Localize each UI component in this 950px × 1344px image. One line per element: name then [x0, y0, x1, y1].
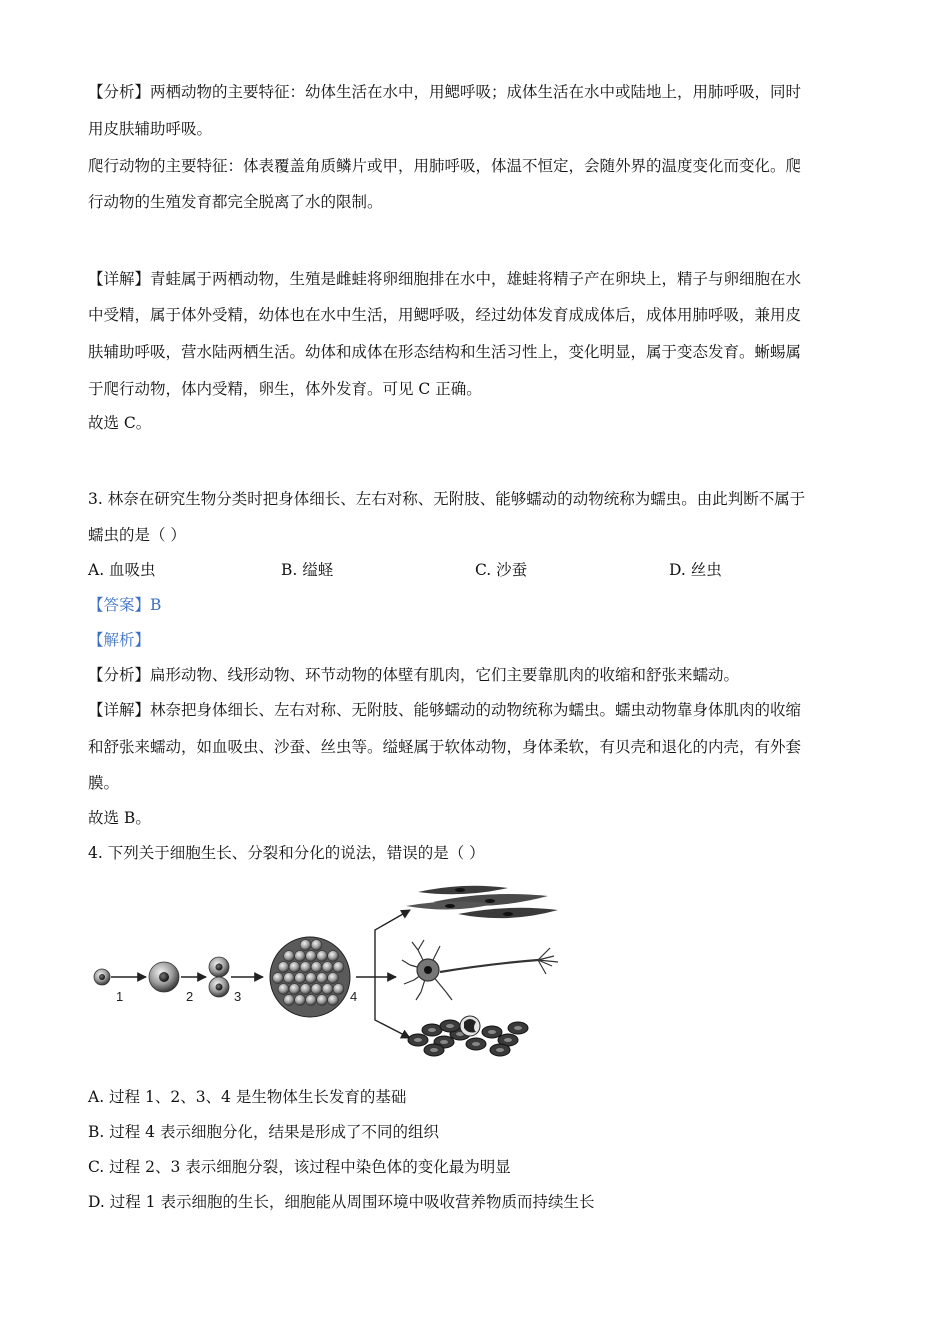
question4-option-b: B. 过程 4 表示细胞分化，结果是形成了不同的组织: [88, 1123, 439, 1141]
question4-option-a: A. 过程 1、2、3、4 是生物体生长发育的基础: [88, 1088, 407, 1106]
label-1: 1: [116, 989, 124, 1004]
question4-stem: 4. 下列关于细胞生长、分裂和分化的说法，错误的是（ ）: [88, 844, 485, 862]
question3-option-d: D. 丝虫: [669, 561, 722, 579]
question3-stem-line-1: 3. 林奈在研究生物分类时把身体细长、左右对称、无附肢、能够蠕动的动物统称为蠕虫。由此判断不属于: [88, 490, 806, 508]
question3-conclusion: 故选 B。: [88, 809, 151, 827]
question4-option-d: D. 过程 1 表示细胞的生长，细胞能从周围环境中吸收营养物质而持续生长: [88, 1193, 595, 1211]
arrow-4-up: [375, 910, 410, 977]
detail-q2-line-2: 中受精，属于体外受精，幼体也在水中生活，用鳃呼吸，经过幼体发育成成体后，成体用肺呼吸，兼用皮: [88, 306, 802, 324]
cell-process-figure: [88, 880, 568, 1060]
small-cell-icon: [94, 969, 110, 985]
question3-jiexi-heading: 【解析】: [88, 631, 151, 649]
analysis-line-2: 用皮肤辅助呼吸。: [88, 120, 213, 138]
question3-stem-line-2: 蠕虫的是（ ）: [88, 526, 186, 544]
question3-option-c: C. 沙蚕: [475, 561, 528, 579]
label-3: 3: [234, 989, 242, 1004]
nerve-cell-icon: [402, 940, 558, 1000]
label-2: 2: [186, 989, 194, 1004]
question3-option-a: A. 血吸虫: [88, 561, 156, 579]
blood-cells-icon: [408, 1016, 528, 1056]
question3-analysis: 【分析】扁形动物、线形动物、环节动物的体壁有肌肉，它们主要靠肌肉的收缩和舒张来蠕动。: [88, 666, 740, 684]
question3-answer: 【答案】B: [88, 596, 162, 614]
cell-cluster-icon: [270, 937, 350, 1017]
analysis-line-4: 行动物的生殖发育都完全脱离了水的限制。: [88, 193, 383, 211]
detail-q2-conclusion: 故选 C。: [88, 414, 152, 432]
grown-cell-icon: [149, 962, 179, 992]
analysis-line-3: 爬行动物的主要特征：体表覆盖角质鳞片或甲，用肺呼吸，体温不恒定，会随外界的温度变化而变化。爬: [88, 157, 802, 175]
detail-q2-line-4: 于爬行动物，体内受精，卵生，体外发育。可见 C 正确。: [88, 380, 482, 398]
dividing-cells-icon: [209, 957, 229, 997]
arrow-4-down: [375, 977, 410, 1038]
muscle-tissue-icon: [406, 886, 558, 918]
question3-option-b: B. 缢蛏: [281, 561, 334, 579]
question3-detail-line-2: 和舒张来蠕动，如血吸虫、沙蚕、丝虫等。缢蛏属于软体动物，身体柔软，有贝壳和退化的内壳，有外套: [88, 738, 802, 756]
detail-q2-line-3: 肤辅助呼吸，营水陆两栖生活。幼体和成体在形态结构和生活习性上，变化明显，属于变态发育。蜥蜴属: [88, 343, 802, 361]
question3-detail-line-1: 【详解】林奈把身体细长、左右对称、无附肢、能够蠕动的动物统称为蠕虫。蠕虫动物靠身体肌肉的收缩: [88, 701, 802, 719]
detail-q2-line-1: 【详解】青蛙属于两栖动物，生殖是雌蛙将卵细胞排在水中，雄蛙将精子产在卵块上，精子与卵细胞在水: [88, 270, 802, 288]
question3-detail-line-3: 膜。: [88, 774, 120, 792]
analysis-line-1: 【分析】两栖动物的主要特征：幼体生活在水中，用鳃呼吸；成体生活在水中或陆地上，用肺呼吸，同时: [88, 83, 802, 101]
question4-option-c: C. 过程 2、3 表示细胞分裂，该过程中染色体的变化最为明显: [88, 1158, 511, 1176]
label-4: 4: [350, 989, 358, 1004]
